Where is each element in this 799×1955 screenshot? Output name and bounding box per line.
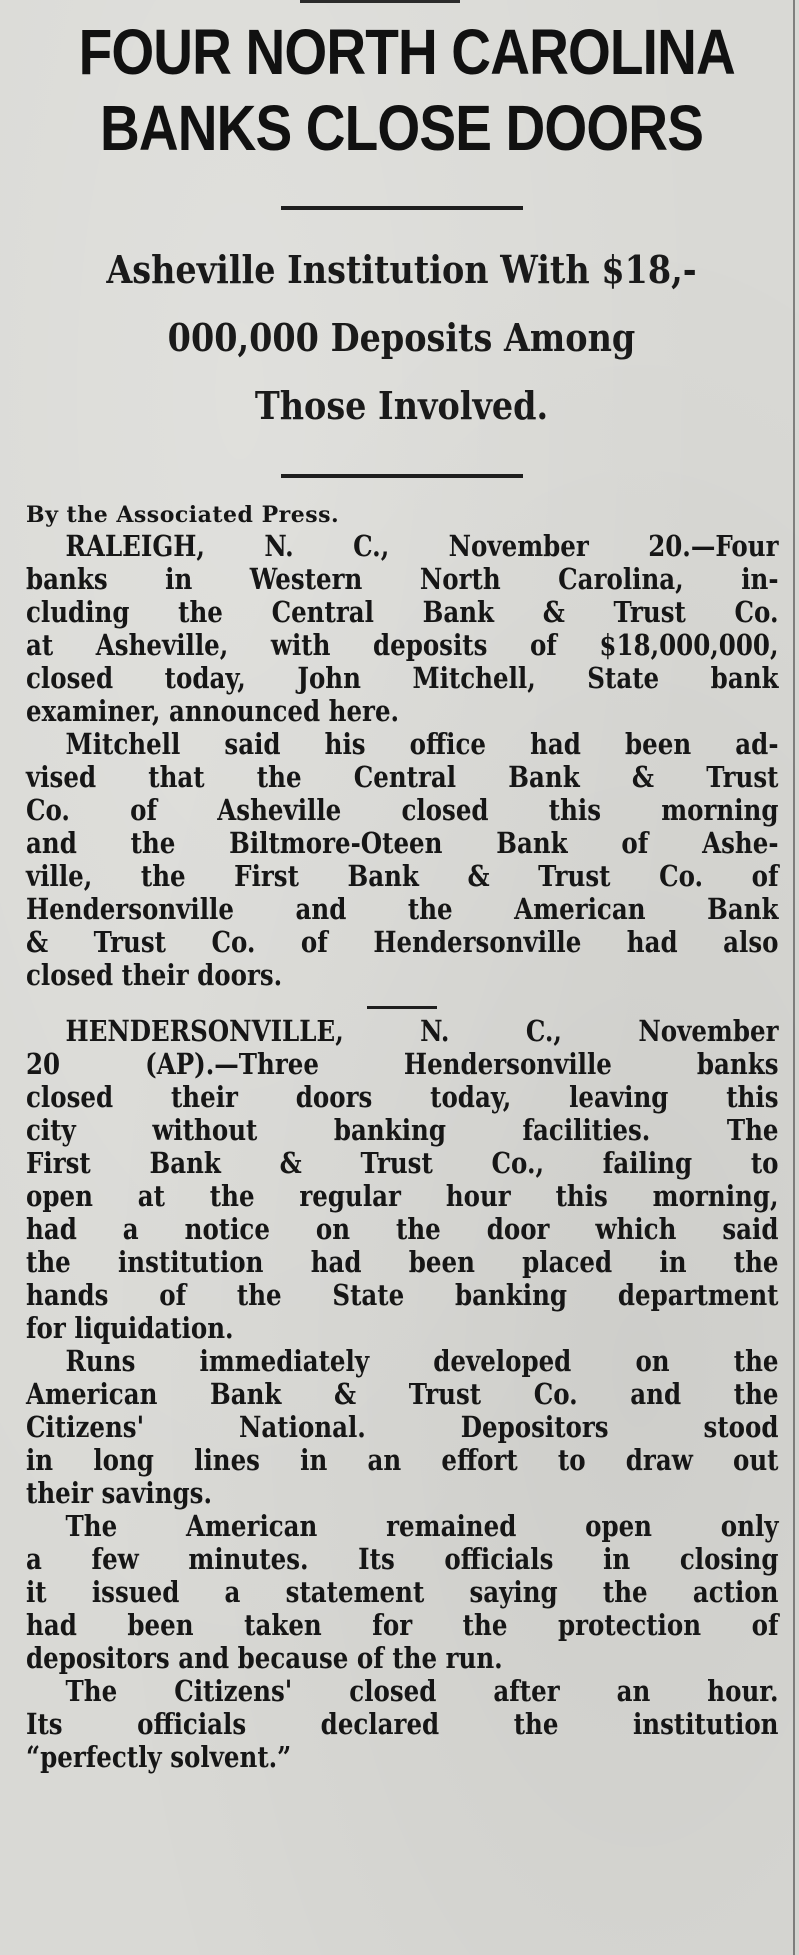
text-line: in long lines in an effort to draw out xyxy=(26,1443,779,1477)
paragraph-citizens xyxy=(26,1675,777,1774)
section-divider xyxy=(367,1006,437,1009)
paragraph-american xyxy=(26,1510,777,1675)
text-line: “perfectly solvent.” xyxy=(26,1740,292,1774)
column-edge xyxy=(793,0,795,1955)
text-line: for liquidation. xyxy=(26,1311,234,1345)
text-line: had been taken for the protection of xyxy=(26,1608,779,1642)
text-line: vised that the Central Bank & Trust xyxy=(26,760,779,794)
headline xyxy=(78,0,735,166)
text-line: it issued a statement saying the action xyxy=(26,1575,779,1609)
text-line: HENDERSONVILLE, N. C., November xyxy=(65,1014,779,1048)
text-line: RALEIGH, N. C., November 20.—Four xyxy=(65,529,779,563)
text-line: closed their doors. xyxy=(26,958,283,992)
text-line: Hendersonville and the American Bank xyxy=(26,892,779,926)
text-line: a few minutes. Its officials in closing xyxy=(26,1542,779,1576)
subhead-line: Asheville Institution With $18,- xyxy=(106,247,697,292)
text-line: their savings. xyxy=(26,1476,213,1510)
text-line: open at the regular hour this morning, xyxy=(26,1179,779,1213)
text-line: banks in Western North Carolina, in- xyxy=(26,562,779,596)
text-line: and the Biltmore-Oteen Bank of Ashe- xyxy=(26,826,779,860)
paragraph-raleigh xyxy=(26,530,777,728)
headline-line: FOUR NORTH CAROLINA xyxy=(78,16,735,88)
text-line: The American remained open only xyxy=(65,1509,779,1543)
paragraph-hendersonville xyxy=(26,1015,777,1345)
headline-line: BANKS CLOSE DOORS xyxy=(99,92,704,164)
text-line: First Bank & Trust Co., failing to xyxy=(26,1146,779,1180)
text-line: examiner, announced here. xyxy=(26,694,400,728)
text-line: Runs immediately developed on the xyxy=(65,1344,779,1378)
subheadline xyxy=(26,236,777,440)
article-body xyxy=(26,500,777,1774)
divider-rule xyxy=(281,474,523,478)
text-line: cluding the Central Bank & Trust Co. xyxy=(26,595,779,629)
text-line: depositors and because of the run. xyxy=(26,1641,503,1675)
text-line: ville, the First Bank & Trust Co. of xyxy=(26,859,779,893)
text-line: had a notice on the door which said xyxy=(26,1212,779,1246)
text-line: Co. of Asheville closed this morning xyxy=(26,793,779,827)
paragraph-runs xyxy=(26,1345,777,1510)
text-line: Citizens' National. Depositors stood xyxy=(26,1410,779,1444)
subhead-line: 000,000 Deposits Among xyxy=(167,315,636,360)
text-line: & Trust Co. of Hendersonville had also xyxy=(26,925,779,959)
text-line: closed today, John Mitchell, State bank xyxy=(26,661,779,695)
text-line: at Asheville, with deposits of $18,000,000, xyxy=(26,628,779,662)
divider-rule xyxy=(281,206,523,210)
subhead-line: Those Involved. xyxy=(254,383,549,428)
text-line: the institution had been placed in the xyxy=(26,1245,779,1279)
text-line: closed their doors today, leaving this xyxy=(26,1080,779,1114)
text-line: Mitchell said his office had been ad- xyxy=(65,727,779,761)
text-line: The Citizens' closed after an hour. xyxy=(65,1674,779,1708)
text-line: 20 (AP).—Three Hendersonville banks xyxy=(26,1047,779,1081)
text-line: American Bank & Trust Co. and the xyxy=(26,1377,779,1411)
byline: By the Associated Press. xyxy=(26,502,340,528)
text-line: Its officials declared the institution xyxy=(26,1707,779,1741)
paragraph-mitchell xyxy=(26,728,777,992)
text-line: hands of the State banking department xyxy=(26,1278,779,1312)
text-line: city without banking facilities. The xyxy=(26,1113,779,1147)
